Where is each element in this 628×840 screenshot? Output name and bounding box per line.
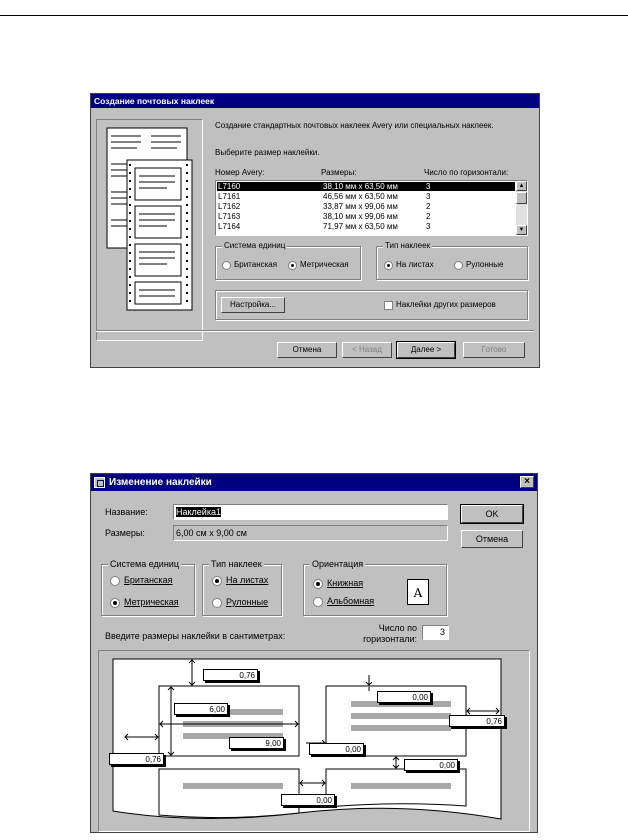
radio-landscape-label: Альбомная: [327, 596, 375, 606]
col-gap-bottom-value[interactable]: 0,00: [281, 794, 335, 806]
radio-sheets-label: На листах: [226, 575, 269, 585]
right-margin-value[interactable]: 0,76: [449, 715, 505, 727]
customize-button[interactable]: Настройка...: [221, 297, 285, 313]
units-group: [101, 559, 195, 616]
label-type-group: [202, 559, 282, 616]
ok-button[interactable]: OK: [461, 505, 523, 523]
cancel-button[interactable]: Отмена: [277, 342, 337, 358]
radio-british[interactable]: [110, 576, 120, 586]
next-button[interactable]: Далее >: [397, 342, 455, 358]
orientation-group: [303, 559, 447, 616]
orientation-group-label: Ориентация: [312, 559, 364, 569]
radio-metric-label: Метрическая: [300, 260, 349, 269]
name-label: Название:: [105, 507, 148, 517]
list-item[interactable]: L7163 38,10 мм x 99,06 мм 2: [218, 212, 431, 221]
divider: [96, 330, 534, 332]
scroll-thumb[interactable]: [516, 192, 527, 204]
wizard-intro: Создание стандартных почтовых наклеек Avery или специальных наклеек.: [215, 121, 494, 130]
count-label-line2: горизонтали:: [363, 634, 417, 644]
radio-sheets[interactable]: [212, 576, 222, 586]
radio-roll-label: Рулонные: [226, 597, 269, 607]
radio-metric[interactable]: [110, 598, 120, 608]
radio-portrait-label: Книжная: [327, 578, 364, 588]
radio-british-label: Британская: [124, 575, 173, 585]
list-item[interactable]: L7164 71,97 мм x 63,50 мм 3: [218, 222, 431, 231]
radio-sheets[interactable]: [384, 261, 393, 270]
units-group-label: Система единиц: [110, 559, 179, 569]
col-header-size: Размеры:: [321, 168, 357, 177]
radio-british-label: Британская: [234, 260, 278, 269]
list-item[interactable]: L7161 46,56 мм x 63,50 мм 3: [218, 192, 431, 201]
label-height-value[interactable]: 6,00: [174, 703, 228, 715]
dialog-title: Изменение наклейки: [109, 477, 212, 488]
list-item[interactable]: L7160 38,10 мм x 63,50 мм 3: [217, 182, 515, 191]
scroll-down-icon[interactable]: ▼: [516, 225, 527, 235]
label-width-value[interactable]: 9,00: [229, 737, 284, 749]
wizard-prompt: Выберите размер наклейки.: [215, 148, 320, 157]
radio-british[interactable]: [222, 261, 231, 270]
list-scrollbar[interactable]: [516, 181, 527, 235]
label-type-group-label: Тип наклеек: [211, 559, 262, 569]
radio-metric[interactable]: [288, 261, 297, 270]
list-item[interactable]: L7162 33,87 мм x 99,06 мм 2: [218, 202, 431, 211]
left-margin-value[interactable]: 0,76: [109, 753, 164, 765]
radio-portrait[interactable]: [313, 579, 323, 589]
other-sizes-label: Наклейки других размеров: [396, 300, 496, 309]
top-margin-value[interactable]: 0,76: [203, 669, 258, 681]
enter-size-prompt: Введите размеры наклейки в сантиметрах:: [105, 631, 286, 641]
col-header-avery: Номер Avery:: [215, 168, 265, 177]
portrait-page-icon: A: [407, 579, 429, 605]
row-gap-value[interactable]: 0,00: [377, 691, 431, 703]
labels-illustration: [96, 119, 203, 341]
units-group: [215, 241, 361, 280]
count-input[interactable]: 3: [422, 625, 449, 640]
radio-landscape[interactable]: [313, 597, 323, 607]
page-top-rule: [0, 15, 628, 16]
dialog-titlebar: [91, 474, 537, 491]
back-button[interactable]: < Назад: [342, 342, 392, 358]
label-layout-diagram: [98, 650, 530, 832]
size-value: 6,00 см x 9,00 см: [173, 525, 448, 541]
count-label-line1: Число по: [378, 623, 417, 633]
label-type-group-label: Тип наклеек: [385, 241, 431, 250]
close-icon[interactable]: ×: [520, 476, 534, 488]
radio-roll-label: Рулонные: [466, 260, 504, 269]
edit-label-dialog: [90, 473, 538, 833]
wizard-title: Создание почтовых наклеек: [91, 94, 539, 108]
col-gap-top-value[interactable]: 0,00: [309, 743, 364, 755]
app-icon: [94, 477, 105, 488]
other-sizes-checkbox[interactable]: [384, 301, 393, 310]
finish-button[interactable]: Готово: [463, 342, 525, 358]
bottom-gap-value[interactable]: 0,00: [404, 759, 458, 771]
units-group-label: Система единиц: [224, 241, 286, 250]
label-type-group: [376, 241, 528, 280]
size-label: Размеры:: [105, 528, 145, 538]
scroll-up-icon[interactable]: ▲: [516, 181, 527, 191]
name-value: Наклейка1: [176, 507, 221, 517]
radio-metric-label: Метрическая: [124, 597, 179, 607]
radio-roll[interactable]: [454, 261, 463, 270]
mailing-labels-wizard: [90, 93, 540, 368]
radio-roll[interactable]: [212, 598, 222, 608]
radio-sheets-label: На листах: [396, 260, 434, 269]
name-input[interactable]: [173, 504, 448, 520]
col-header-count: Число по горизонтали:: [424, 168, 509, 177]
label-size-list[interactable]: [215, 180, 528, 236]
cancel-button[interactable]: Отмена: [461, 530, 523, 548]
